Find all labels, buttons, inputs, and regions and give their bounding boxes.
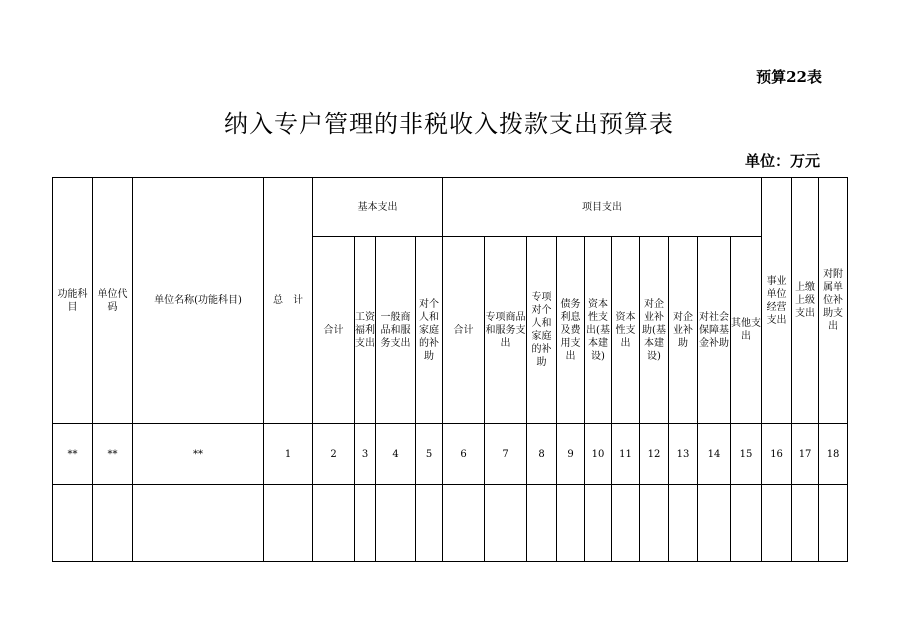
empty-cell (698, 485, 731, 562)
empty-cell (53, 485, 93, 562)
empty-cell (762, 485, 792, 562)
header-project-total: 合计 (443, 237, 485, 424)
index-cell: 17 (792, 424, 819, 485)
header-goods-services: 一般商品和服务支出 (376, 237, 416, 424)
empty-cell (640, 485, 669, 562)
header-enterprise-subsidy-construction: 对企业补助(基本建设) (640, 237, 669, 424)
page-title: 纳入专户管理的非税收入拨款支出预算表 (224, 110, 674, 138)
index-cell: 9 (557, 424, 585, 485)
header-total: 总 计 (264, 178, 313, 424)
empty-cell (527, 485, 557, 562)
index-cell: 13 (669, 424, 698, 485)
header-debt-interest: 债务利息及费用支出 (557, 237, 585, 424)
header-capital-construction: 资本性支出(基本建设) (585, 237, 612, 424)
header-unit-name: 单位名称(功能科目) (133, 178, 264, 424)
header-personal-family-subsidy: 对个人和家庭的补助 (416, 237, 443, 424)
index-cell: 3 (355, 424, 376, 485)
empty-cell (731, 485, 762, 562)
index-cell: 4 (376, 424, 416, 485)
empty-cell (557, 485, 585, 562)
header-unit-code: 单位代码 (93, 178, 133, 424)
unit-label: 单位：万元 (744, 152, 820, 170)
index-cell: 14 (698, 424, 731, 485)
header-social-security-subsidy: 对社会保障基金补助 (698, 237, 731, 424)
empty-cell (93, 485, 133, 562)
empty-cell (416, 485, 443, 562)
index-cell: 8 (527, 424, 557, 485)
index-cell: 10 (585, 424, 612, 485)
table-row (53, 485, 848, 562)
index-cell: ** (133, 424, 264, 485)
index-cell: 18 (819, 424, 848, 485)
header-business-operation: 事业单位经营支出 (762, 178, 792, 424)
empty-cell (819, 485, 848, 562)
index-cell: ** (93, 424, 133, 485)
header-capital: 资本性支出 (612, 237, 640, 424)
table-number: 预算22表 (756, 68, 822, 86)
header-subsidy-affiliates: 对附属单位补助支出 (819, 178, 848, 424)
header-enterprise-subsidy: 对企业补助 (669, 237, 698, 424)
header-wages-welfare: 工资福利支出 (355, 237, 376, 424)
empty-cell (133, 485, 264, 562)
index-cell: 16 (762, 424, 792, 485)
empty-cell (669, 485, 698, 562)
empty-cell (376, 485, 416, 562)
index-cell: 11 (612, 424, 640, 485)
header-func-subject: 功能科目 (53, 178, 93, 424)
header-special-goods-services: 专项商品和服务支出 (485, 237, 527, 424)
header-project-expense: 项目支出 (443, 178, 762, 237)
header-other-expense: 其他支出 (731, 237, 762, 424)
empty-cell (313, 485, 355, 562)
index-row (53, 424, 848, 485)
index-cell: 2 (313, 424, 355, 485)
empty-cell (264, 485, 313, 562)
empty-cell (612, 485, 640, 562)
budget-table (52, 177, 848, 562)
header-special-personal-subsidy: 专项对个人和家庭的补助 (527, 237, 557, 424)
index-cell: 1 (264, 424, 313, 485)
index-cell: 6 (443, 424, 485, 485)
empty-cell (355, 485, 376, 562)
empty-cell (485, 485, 527, 562)
index-cell: 15 (731, 424, 762, 485)
header-basic-total: 合计 (313, 237, 355, 424)
index-cell: ** (53, 424, 93, 485)
index-cell: 12 (640, 424, 669, 485)
header-basic-expense: 基本支出 (313, 178, 443, 237)
index-cell: 7 (485, 424, 527, 485)
header-remit-superior: 上缴上级支出 (792, 178, 819, 424)
empty-cell (585, 485, 612, 562)
index-cell: 5 (416, 424, 443, 485)
empty-cell (792, 485, 819, 562)
empty-cell (443, 485, 485, 562)
